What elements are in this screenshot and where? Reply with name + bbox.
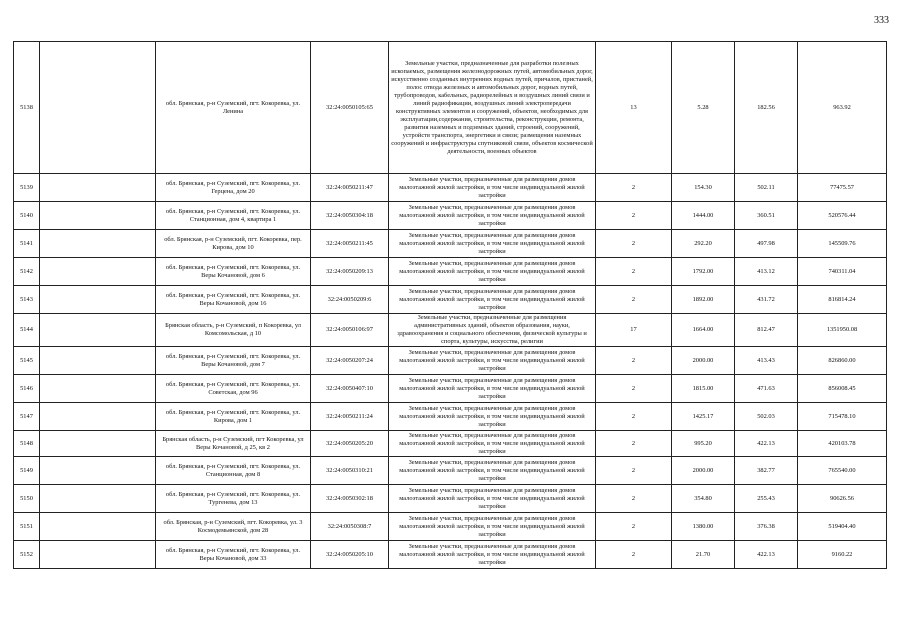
- specific-value-cell: 413.43: [735, 347, 798, 375]
- group-cell: 2: [596, 541, 672, 569]
- cadastral-value-cell: 816814.24: [798, 286, 887, 314]
- cadastral-number-cell: 32:24:0050106:97: [311, 314, 389, 347]
- address-cell: обл. Брянская, р-н Суземский, пгт. Кокоревка, ул. Станционная, дом 4, квартира 1: [156, 202, 311, 230]
- row-number: 5139: [14, 174, 40, 202]
- address-cell: обл. Брянская, р-н Суземский, пгт. Кокоревка, ул. Веры Кочановой, дом 33: [156, 541, 311, 569]
- specific-value-cell: 431.72: [735, 286, 798, 314]
- row-number: 5144: [14, 314, 40, 347]
- table-row: [14, 202, 887, 230]
- row-number: 5141: [14, 230, 40, 258]
- address-cell: обл. Брянская, р-н Суземский, пгт. Кокоревка, ул. Веры Кочановой, дом 6: [156, 258, 311, 286]
- area-cell: 21.70: [672, 541, 735, 569]
- row-number: 5143: [14, 286, 40, 314]
- cadastral-value-table: [13, 41, 887, 569]
- row-number: 5148: [14, 431, 40, 457]
- blank-cell: [40, 485, 156, 513]
- cadastral-value-cell: 145509.76: [798, 230, 887, 258]
- row-number: 5151: [14, 513, 40, 541]
- address-cell: обл. Брянская, р-н Суземский, пгт. Кокоревка, ул. Герцена, дом 20: [156, 174, 311, 202]
- cadastral-number-cell: 32:24:0050211:24: [311, 403, 389, 431]
- area-cell: 1380.00: [672, 513, 735, 541]
- address-cell: обл. Брянская, р-н Суземский, пгт. Кокоревка, ул. 3 Космодемьянской, дом 28: [156, 513, 311, 541]
- row-number: 5147: [14, 403, 40, 431]
- land-use-cell: Земельные участки, предназначенные для размещения домов малоэтажной жилой застройки, в том числе индивидуальной жилой застройки: [389, 347, 596, 375]
- specific-value-cell: 255.43: [735, 485, 798, 513]
- blank-cell: [40, 513, 156, 541]
- row-number: 5145: [14, 347, 40, 375]
- blank-cell: [40, 42, 156, 174]
- group-cell: 2: [596, 230, 672, 258]
- address-cell: Брянская область, р-н Суземский, пгт Кокоревка, ул Веры Кочановой, д 25, кв 2: [156, 431, 311, 457]
- land-use-cell: Земельные участки, предназначенные для размещения домов малоэтажной жилой застройки, в том числе индивидуальной жилой застройки: [389, 403, 596, 431]
- land-use-cell: Земельные участки, предназначенные для размещения домов малоэтажной жилой застройки, в том числе индивидуальной жилой застройки: [389, 541, 596, 569]
- specific-value-cell: 812.47: [735, 314, 798, 347]
- row-number: 5146: [14, 375, 40, 403]
- area-cell: 1425.17: [672, 403, 735, 431]
- table-row: [14, 431, 887, 457]
- blank-cell: [40, 347, 156, 375]
- cadastral-number-cell: 32:24:0050308:7: [311, 513, 389, 541]
- group-cell: 13: [596, 42, 672, 174]
- blank-cell: [40, 431, 156, 457]
- blank-cell: [40, 258, 156, 286]
- specific-value-cell: 502.11: [735, 174, 798, 202]
- cadastral-value-cell: 856008.45: [798, 375, 887, 403]
- address-cell: обл. Брянская, р-н Суземский, пгт. Кокоревка, ул. Веры Кочановой, дом 16: [156, 286, 311, 314]
- blank-cell: [40, 403, 156, 431]
- cadastral-number-cell: 32:24:0050105:65: [311, 42, 389, 174]
- specific-value-cell: 382.77: [735, 457, 798, 485]
- table-row: [14, 347, 887, 375]
- row-number: 5140: [14, 202, 40, 230]
- blank-cell: [40, 541, 156, 569]
- cadastral-value-cell: 420103.78: [798, 431, 887, 457]
- area-cell: 1792.00: [672, 258, 735, 286]
- area-cell: 1664.00: [672, 314, 735, 347]
- specific-value-cell: 376.38: [735, 513, 798, 541]
- table-row: [14, 485, 887, 513]
- cadastral-value-cell: 826860.00: [798, 347, 887, 375]
- row-number: 5149: [14, 457, 40, 485]
- land-use-cell: Земельные участки, предназначенные для размещения домов малоэтажной жилой застройки, в том числе индивидуальной жилой застройки: [389, 258, 596, 286]
- blank-cell: [40, 286, 156, 314]
- cadastral-number-cell: 32:24:0050205:20: [311, 431, 389, 457]
- specific-value-cell: 502.03: [735, 403, 798, 431]
- specific-value-cell: 413.12: [735, 258, 798, 286]
- cadastral-number-cell: 32:24:0050209:6: [311, 286, 389, 314]
- land-use-cell: Земельные участки, предназначенные для размещения домов малоэтажной жилой застройки, в том числе индивидуальной жилой застройки: [389, 457, 596, 485]
- table-row: [14, 541, 887, 569]
- cadastral-value-cell: 9160.22: [798, 541, 887, 569]
- specific-value-cell: 422.13: [735, 541, 798, 569]
- cadastral-number-cell: 32:24:0050304:18: [311, 202, 389, 230]
- land-use-cell: Земельные участки, предназначенные для размещения домов малоэтажной жилой застройки, в том числе индивидуальной жилой застройки: [389, 513, 596, 541]
- land-use-cell: Земельные участки, предназначенные для размещения домов малоэтажной жилой застройки, в том числе индивидуальной жилой застройки: [389, 174, 596, 202]
- group-cell: 2: [596, 457, 672, 485]
- specific-value-cell: 182.56: [735, 42, 798, 174]
- group-cell: 2: [596, 286, 672, 314]
- blank-cell: [40, 375, 156, 403]
- address-cell: обл. Брянская, р-н Суземский, пгт. Кокоревка, ул. Станционная, дом 8: [156, 457, 311, 485]
- cadastral-number-cell: 32:24:0050211:45: [311, 230, 389, 258]
- cadastral-number-cell: 32:24:0050302:18: [311, 485, 389, 513]
- table-row: [14, 230, 887, 258]
- blank-cell: [40, 202, 156, 230]
- cadastral-value-cell: 740311.04: [798, 258, 887, 286]
- land-use-cell: Земельные участки, предназначенные для размещения домов малоэтажной жилой застройки, в том числе индивидуальной жилой застройки: [389, 485, 596, 513]
- area-cell: 1444.00: [672, 202, 735, 230]
- address-cell: обл. Брянская, р-н Суземский, пгт. Кокоревка, ул. Тургенева, дом 13: [156, 485, 311, 513]
- cadastral-value-cell: 519404.40: [798, 513, 887, 541]
- blank-cell: [40, 230, 156, 258]
- cadastral-number-cell: 32:24:0050207:24: [311, 347, 389, 375]
- address-cell: обл. Брянская, р-н Суземский, пгт. Кокоревка, ул. Веры Кочановой, дом 7: [156, 347, 311, 375]
- blank-cell: [40, 314, 156, 347]
- group-cell: 2: [596, 258, 672, 286]
- cadastral-number-cell: 32:24:0050211:47: [311, 174, 389, 202]
- address-cell: обл. Брянская, р-н Суземский, пгт. Кокоревка, ул. Советская, дом 96: [156, 375, 311, 403]
- area-cell: 995.20: [672, 431, 735, 457]
- land-use-cell: Земельные участки, предназначенные для размещения домов малоэтажной жилой застройки, в том числе индивидуальной жилой застройки: [389, 286, 596, 314]
- cadastral-number-cell: 32:24:0050310:21: [311, 457, 389, 485]
- group-cell: 2: [596, 485, 672, 513]
- address-cell: обл. Брянская, р-н Суземский, пгт. Кокоревка, пер. Кирова, дом 10: [156, 230, 311, 258]
- area-cell: 354.80: [672, 485, 735, 513]
- address-cell: Брянская область, р-н Суземский, п Кокоревка, ул Комсомольская, д 10: [156, 314, 311, 347]
- table-row: [14, 513, 887, 541]
- group-cell: 2: [596, 202, 672, 230]
- address-cell: обл. Брянская, р-н Суземский, пгт. Кокоревка, ул. Ленина: [156, 42, 311, 174]
- area-cell: 154.30: [672, 174, 735, 202]
- specific-value-cell: 471.63: [735, 375, 798, 403]
- table-row: [14, 403, 887, 431]
- group-cell: 2: [596, 347, 672, 375]
- cadastral-number-cell: 32:24:0050407:10: [311, 375, 389, 403]
- cadastral-value-cell: 715478.10: [798, 403, 887, 431]
- specific-value-cell: 360.51: [735, 202, 798, 230]
- land-use-cell: Земельные участки, предназначенные для размещения домов малоэтажной жилой застройки, в том числе индивидуальной жилой застройки: [389, 375, 596, 403]
- row-number: 5142: [14, 258, 40, 286]
- group-cell: 2: [596, 174, 672, 202]
- blank-cell: [40, 174, 156, 202]
- area-cell: 1815.00: [672, 375, 735, 403]
- table-row: [14, 375, 887, 403]
- cadastral-value-cell: 1351950.08: [798, 314, 887, 347]
- land-use-cell: Земельные участки, предназначенные для размещения домов малоэтажной жилой застройки, в том числе индивидуальной жилой застройки: [389, 230, 596, 258]
- specific-value-cell: 422.13: [735, 431, 798, 457]
- cadastral-value-cell: 90626.56: [798, 485, 887, 513]
- area-cell: 5.28: [672, 42, 735, 174]
- cadastral-number-cell: 32:24:0050205:10: [311, 541, 389, 569]
- area-cell: 1892.00: [672, 286, 735, 314]
- specific-value-cell: 497.98: [735, 230, 798, 258]
- cadastral-value-cell: 765540.00: [798, 457, 887, 485]
- address-cell: обл. Брянская, р-н Суземский, пгт. Кокоревка, ул. Кирова, дом 1: [156, 403, 311, 431]
- group-cell: 2: [596, 403, 672, 431]
- table-row: [14, 457, 887, 485]
- cadastral-value-cell: 77475.57: [798, 174, 887, 202]
- area-cell: 2000.00: [672, 457, 735, 485]
- cadastral-value-cell: 520576.44: [798, 202, 887, 230]
- table-row: [14, 42, 887, 174]
- group-cell: 17: [596, 314, 672, 347]
- land-use-cell: Земельные участки, предназначенные для размещения административных зданий, объектов образования, науки, здравоохранения и социального обеспечения, физической культуры и спорта, культуры, искусства, религии: [389, 314, 596, 347]
- cadastral-value-cell: 963.92: [798, 42, 887, 174]
- row-number: 5150: [14, 485, 40, 513]
- table-row: [14, 258, 887, 286]
- area-cell: 292.20: [672, 230, 735, 258]
- land-use-cell: Земельные участки, предназначенные для разработки полезных ископаемых, размещения железнодорожных путей, автомобильных дорог, искусственно созданных внутренних водных путей, причалов, пристаней, полос отвода железных и автомобильных дорог, водных путей, трубопроводов, кабельных, радиорелейных и воздушных линий связи и линий радиофикации, воздушных линий электропередачи конструктивных элементов и сооружений, объектов, необходимых для эксплуатации,содержания, строительства, реконструкции, ремонта, развития наземных и подземных зданий, строений, сооружений, устройств транспорта, энергетики и связи; размещения наземных сооружений и инфраструктуры спутниковой связи, объектов космической деятельности, военных объектов: [389, 42, 596, 174]
- row-number: 5138: [14, 42, 40, 174]
- group-cell: 2: [596, 375, 672, 403]
- table-row: [14, 314, 887, 347]
- land-use-cell: Земельные участки, предназначенные для размещения домов малоэтажной жилой застройки, в том числе индивидуальной жилой застройки: [389, 202, 596, 230]
- blank-cell: [40, 457, 156, 485]
- group-cell: 2: [596, 513, 672, 541]
- land-use-cell: Земельные участки, предназначенные для размещения домов малоэтажной жилой застройки, в том числе индивидуальной жилой застройки: [389, 431, 596, 457]
- group-cell: 2: [596, 431, 672, 457]
- area-cell: 2000.00: [672, 347, 735, 375]
- row-number: 5152: [14, 541, 40, 569]
- table-row: [14, 286, 887, 314]
- cadastral-number-cell: 32:24:0050209:13: [311, 258, 389, 286]
- page-number: 333: [874, 15, 889, 26]
- table-row: [14, 174, 887, 202]
